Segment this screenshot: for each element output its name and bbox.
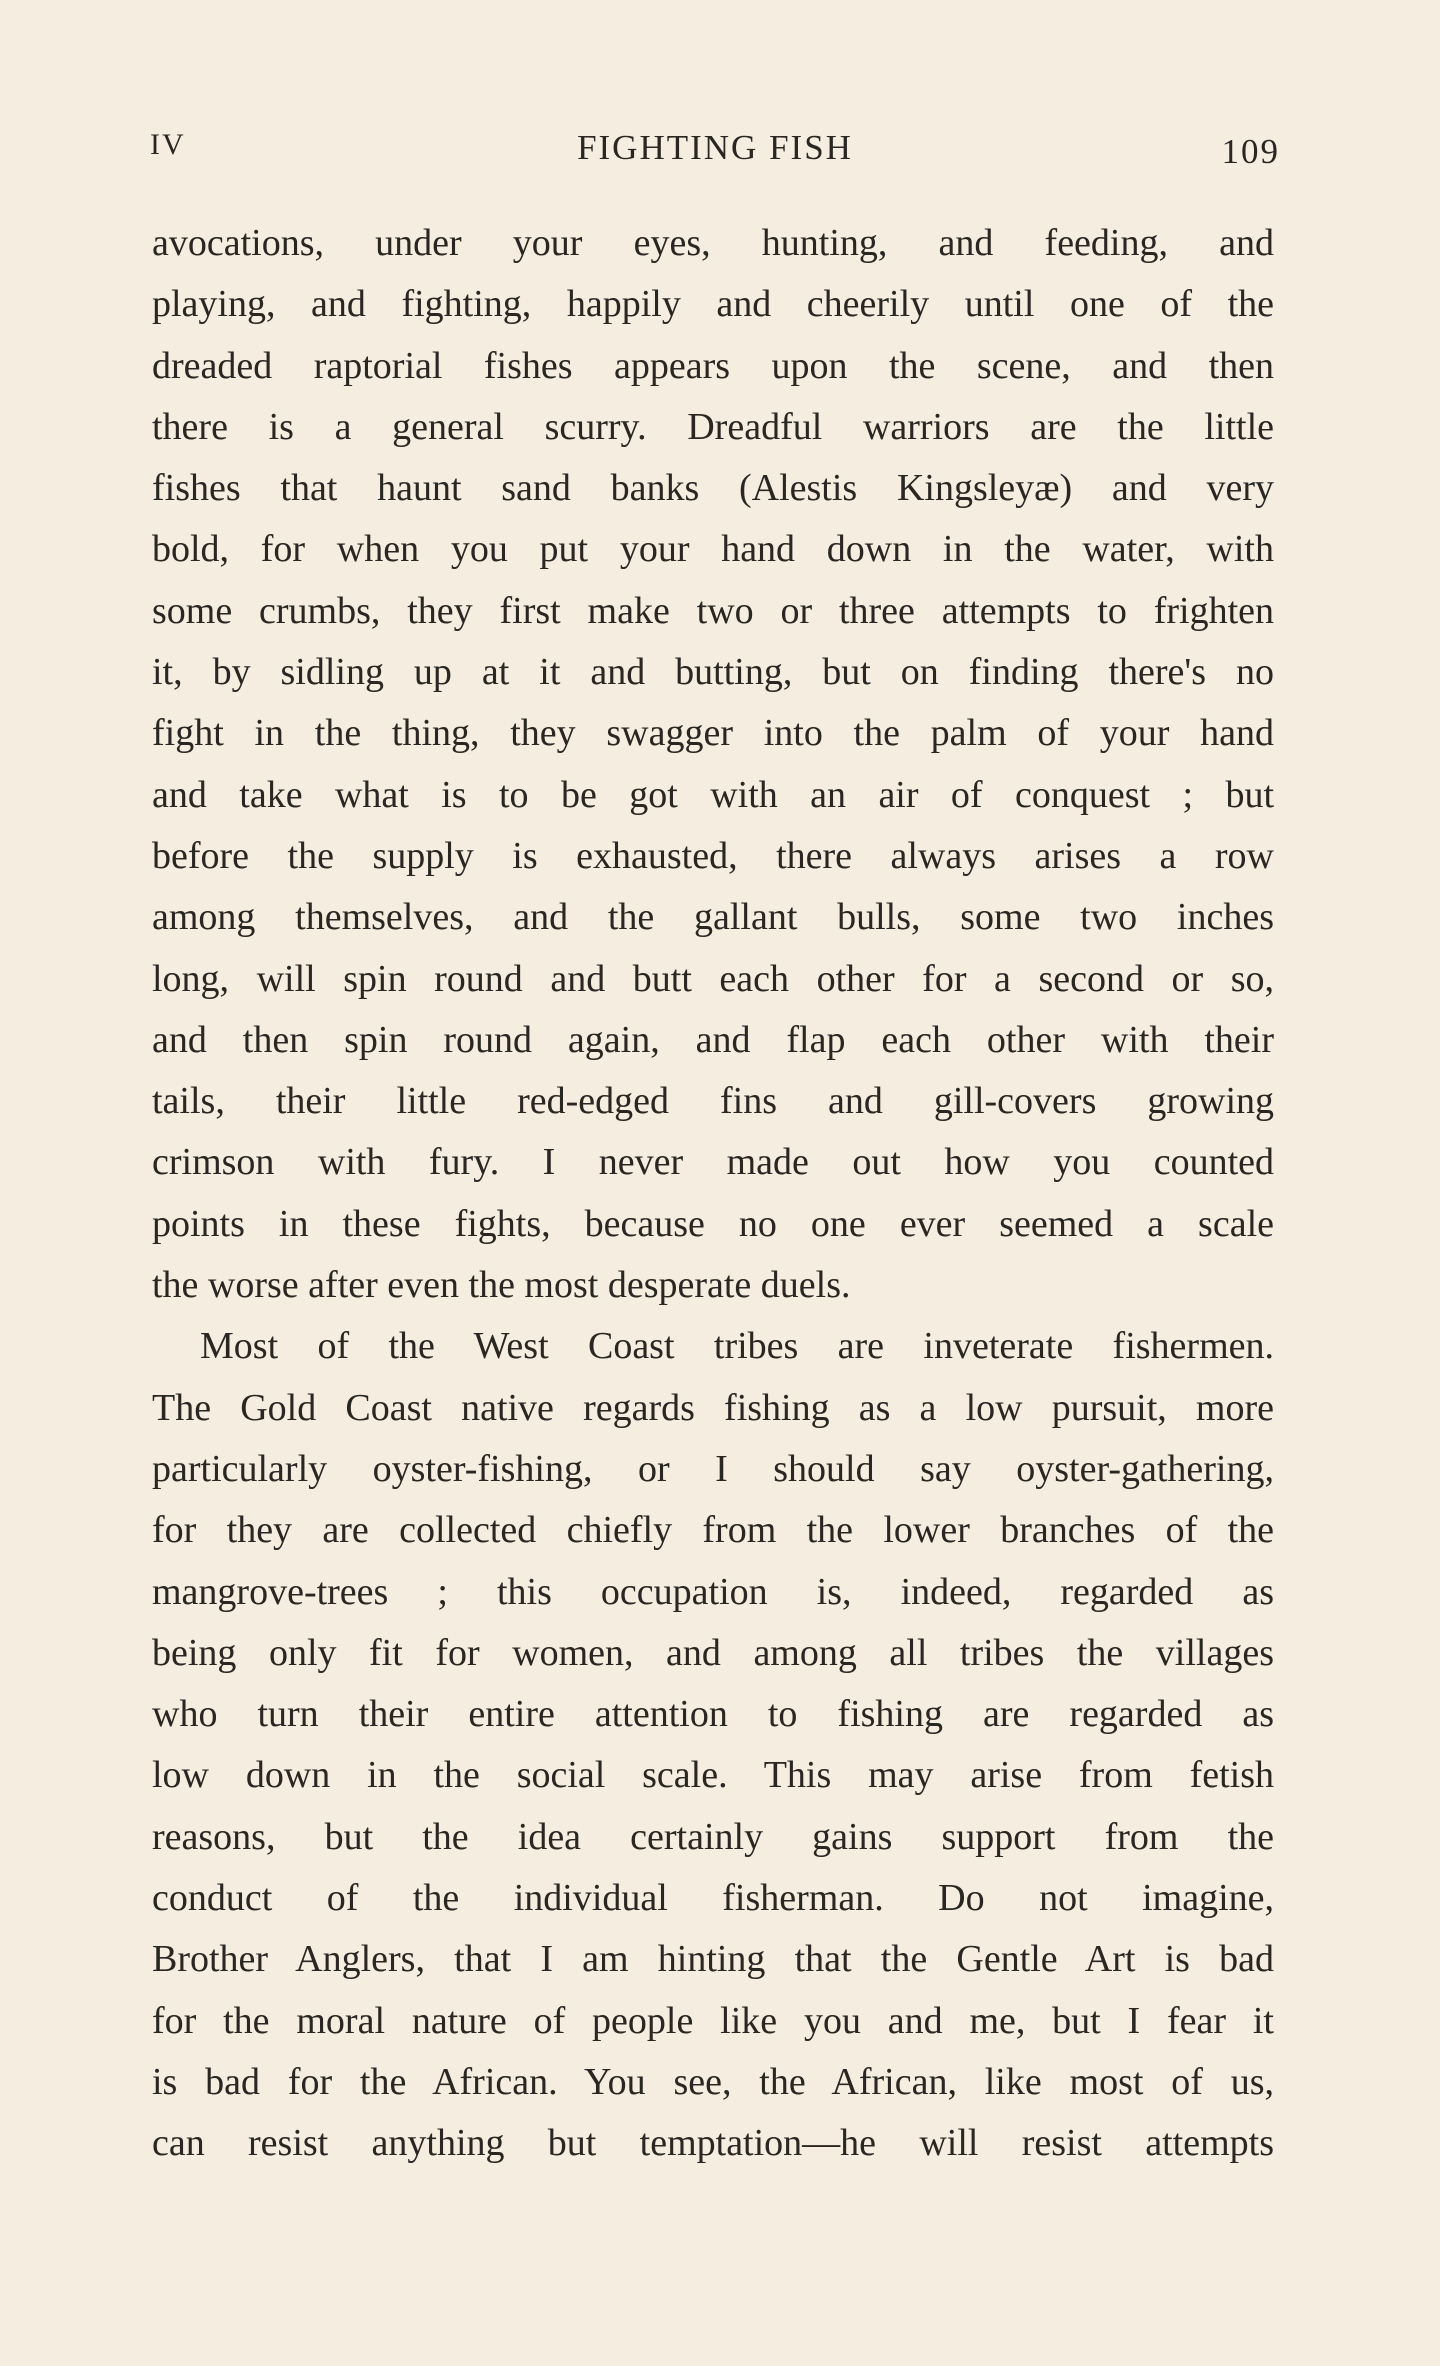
text-line: playing, and fighting, happily and cheerily until one of the	[152, 283, 1274, 326]
text-line: and then spin round again, and flap each other with their	[152, 1018, 1274, 1061]
running-head	[150, 128, 1280, 178]
text-line: is bad for the African. You see, the African, like most of us,	[152, 2060, 1274, 2103]
text-line: long, will spin round and butt each other for a second or so,	[152, 957, 1274, 1000]
text-line: can resist anything but temptation—he will resist attempts	[152, 2122, 1274, 2165]
text-line: particularly oyster-fishing, or I should say oyster-gathering,	[152, 1447, 1274, 1490]
text-line: Most of the West Coast tribes are inveterate fishermen.	[200, 1325, 1274, 1368]
page-number: 109	[1221, 132, 1280, 171]
text-line: fight in the thing, they swagger into the palm of your hand	[152, 712, 1274, 755]
text-line: there is a general scurry. Dreadful warriors are the little	[152, 405, 1274, 448]
text-line: the worse after even the most desperate duels.	[152, 1264, 851, 1307]
text-line: mangrove-trees ; this occupation is, indeed, regarded as	[152, 1570, 1274, 1613]
text-line: low down in the social scale. This may arise from fetish	[152, 1754, 1274, 1797]
text-line: avocations, under your eyes, hunting, and feeding, and	[152, 222, 1274, 264]
text-line: for they are collected chiefly from the lower branches of the	[152, 1509, 1274, 1552]
text-line: crimson with fury. I never made out how you counted	[152, 1141, 1274, 1184]
text-line: fishes that haunt sand banks (Alestis Kingsleyæ) and very	[152, 467, 1274, 510]
text-line: reasons, but the idea certainly gains support from the	[152, 1815, 1274, 1858]
text-line: Brother Anglers, that I am hinting that the Gentle Art is bad	[152, 1938, 1274, 1981]
text-line: bold, for when you put your hand down in the water, with	[152, 528, 1274, 571]
text-line: conduct of the individual fisherman. Do not imagine,	[152, 1877, 1274, 1920]
text-line: points in these fights, because no one ever seemed a scale	[152, 1202, 1274, 1245]
text-line: some crumbs, they first make two or three attempts to frighten	[152, 589, 1274, 632]
text-line: being only fit for women, and among all tribes the villages	[152, 1631, 1274, 1674]
text-line: who turn their entire attention to fishing are regarded as	[152, 1693, 1274, 1736]
text-line: tails, their little red-edged fins and gill-covers growing	[152, 1080, 1274, 1123]
body-text	[152, 213, 1274, 2175]
text-line: among themselves, and the gallant bulls, some two inches	[152, 896, 1274, 939]
text-line: dreaded raptorial fishes appears upon the scene, and then	[152, 344, 1274, 387]
running-title: FIGHTING FISH	[577, 128, 853, 167]
text-line: it, by sidling up at it and butting, but on finding there's no	[152, 651, 1274, 694]
text-line: and take what is to be got with an air of conquest ; but	[152, 773, 1274, 816]
text-line: The Gold Coast native regards fishing as a low pursuit, more	[152, 1386, 1274, 1429]
text-line: for the moral nature of people like you and me, but I fear it	[152, 1999, 1274, 2042]
text-line: before the supply is exhausted, there always arises a row	[152, 834, 1274, 877]
chapter-number: IV	[150, 128, 186, 161]
